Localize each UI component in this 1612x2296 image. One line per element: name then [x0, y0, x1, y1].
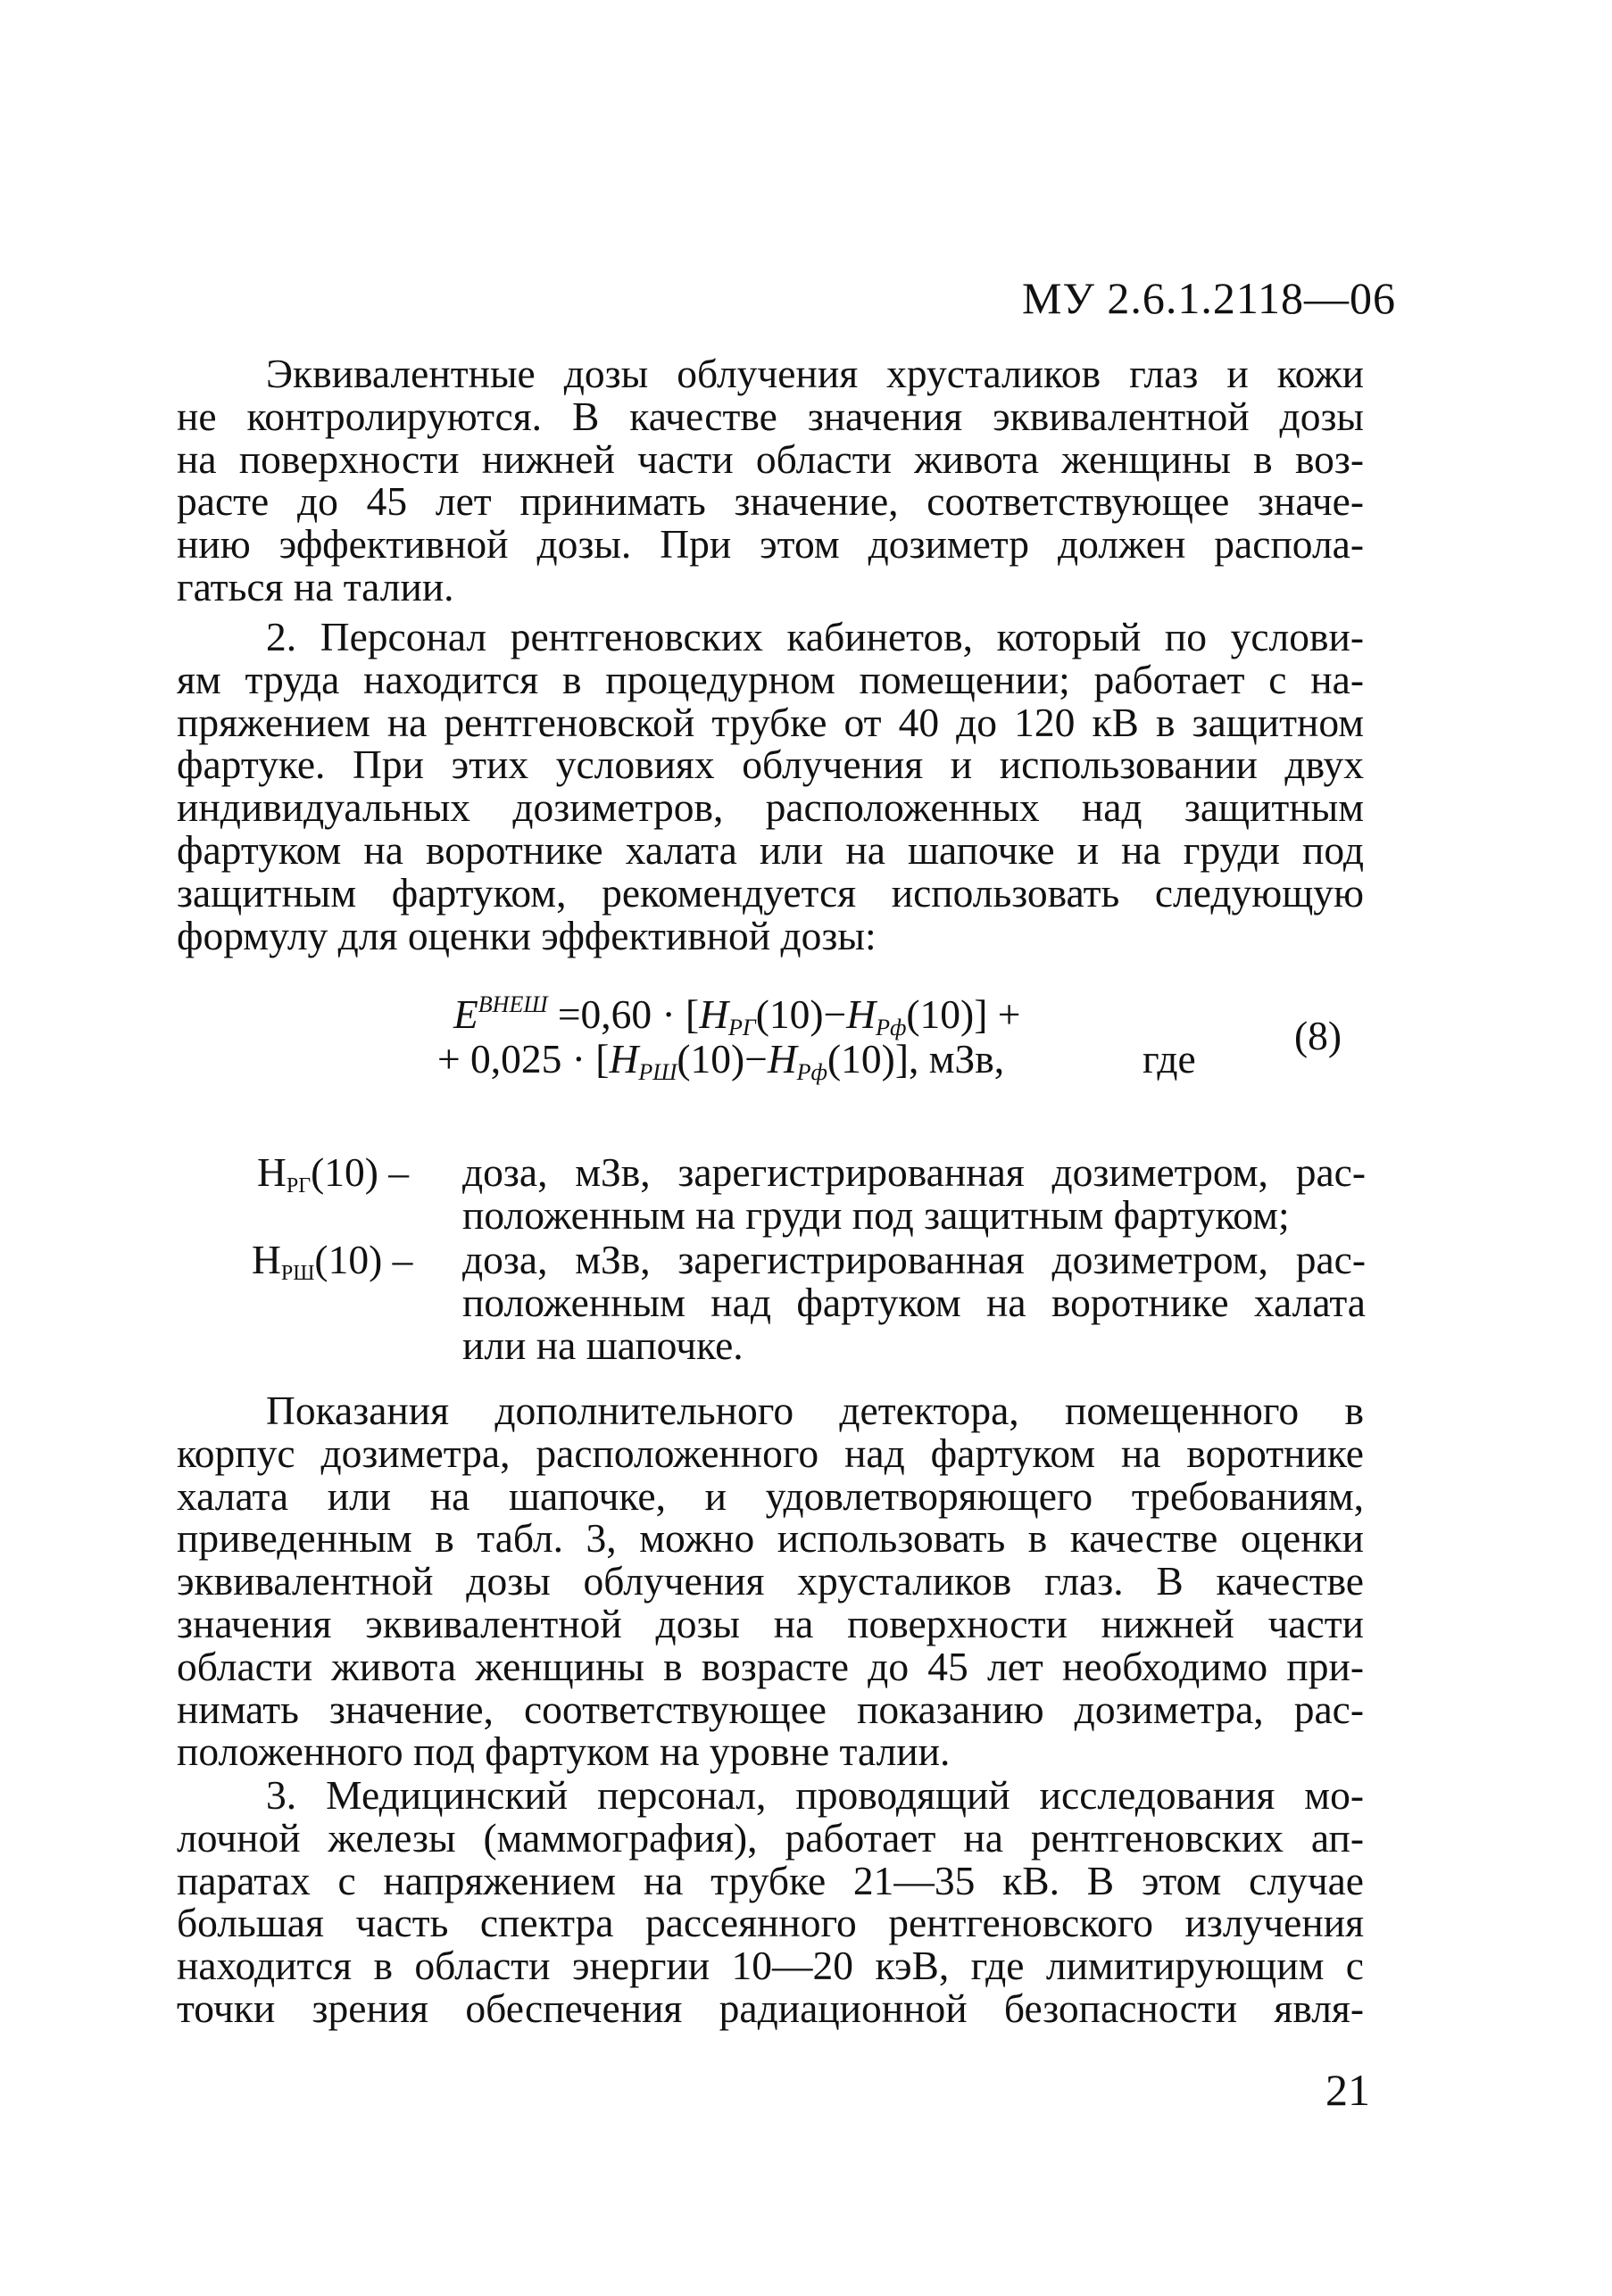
text-line: пряжением на рентгеновской трубке от 40 до 120 кВ в защитном	[177, 699, 1364, 745]
definition-symbol: $H_{РГ}(10)$ –	[257, 1149, 410, 1198]
document-code-header: МУ 2.6.1.2118—06	[1022, 273, 1397, 323]
text-line: Показания дополнительного детектора, помещенного в	[266, 1388, 1364, 1433]
text-line: находится в области энергии 10—20 кэВ, где лимитирующим с	[177, 1943, 1364, 1989]
formula-number: (8)	[1294, 1013, 1342, 1058]
text-line: расте до 45 лет принимать значение, соответствующее значе-	[177, 478, 1364, 525]
text-line: области живота женщины в возрасте до 45 лет необходимо при-	[177, 1643, 1364, 1689]
text-line: ям труда находится в процедурном помещении; работает с на-	[177, 656, 1364, 702]
definition-symbol: $H_{РШ}(10)$ –	[252, 1237, 413, 1285]
text-line: доза, мЗв, зарегистрированная дозиметром, рас-	[462, 1237, 1366, 1282]
text-line: положенным на груди под защитным фартуком;	[462, 1191, 1290, 1238]
text-line: индивидуальных дозиметров, расположенных над защитным	[177, 784, 1364, 831]
text-line: халата или на шапочке, и удовлетворяющего требованиям,	[177, 1472, 1364, 1519]
definition-description	[462, 1239, 1366, 1366]
text-line: гаться на талии.	[177, 563, 454, 609]
text-line: или на шапочке.	[462, 1322, 744, 1368]
text-line: 3. Медицинский персонал, проводящий исследования мо-	[266, 1772, 1364, 1818]
text-line: паратах с напряжением на трубке 21—35 кВ. В этом случае	[177, 1857, 1364, 1903]
formula-where-label: где	[1143, 1036, 1196, 1082]
text-line: формулу для оценки эффективной дозы:	[177, 912, 877, 958]
effective-dose-formula	[437, 991, 1383, 1098]
paragraph-additional-detector	[177, 1389, 1364, 1773]
text-line: нию эффективной дозы. При этом дозиметр должен распола-	[177, 521, 1364, 568]
text-line: большая часть спектра рассеянного рентгеновского излучения	[177, 1900, 1364, 1946]
text-line: корпус дозиметра, расположенного над фартуком на воротнике	[177, 1430, 1364, 1476]
paragraph-eye-skin-doses	[177, 352, 1364, 609]
paragraph-xray-staff	[177, 616, 1364, 957]
text-line: приведенным в табл. 3, можно использовать в качестве оценки	[177, 1515, 1364, 1562]
definition-description	[462, 1151, 1366, 1237]
text-line: фартуком на воротнике халата или на шапочке и на груди под	[177, 826, 1364, 873]
page-number: 21	[1325, 2065, 1370, 2115]
formula-line-2: + $0,025 \cdot [H_{РШ}(10)-H_{Рф}(10)]$, мЗв,	[437, 1036, 1005, 1085]
text-line: фартуке. При этих условиях облучения и использовании двух	[177, 742, 1364, 788]
text-line: положенного под фартуком на уровне талии.	[177, 1728, 951, 1775]
text-line: на поверхности нижней части области живота женщины в воз-	[177, 435, 1364, 482]
text-line: точки зрения обеспечения радиационной безопасности явля-	[177, 1985, 1364, 2031]
text-line: нимать значение, соответствующее показанию дозиметра, рас-	[177, 1686, 1364, 1732]
text-line: Эквивалентные дозы облучения хрусталиков глаз и кожи	[266, 351, 1364, 396]
text-line: положенным над фартуком на воротнике халата	[462, 1279, 1366, 1325]
text-line: не контролируются. В качестве значения эквивалентной дозы	[177, 393, 1364, 439]
formula-line-1: $E^{ВНЕШ} =0,60 \cdot [H_{РГ}(10)-H_{Рф}(10)]$ +	[453, 991, 1021, 1040]
text-line: защитным фартуком, рекомендуется использовать следующую	[177, 869, 1364, 916]
paragraph-mammography-staff	[177, 1774, 1364, 2030]
text-line: значения эквивалентной дозы на поверхности нижней части	[177, 1600, 1364, 1646]
text-line: эквивалентной дозы облучения хрусталиков глаз. В качестве	[177, 1558, 1364, 1604]
text-line: 2. Персонал рентгеновских кабинетов, который по услови-	[266, 614, 1364, 659]
text-line: лочной железы (маммография), работает на рентгеновских ап-	[177, 1814, 1364, 1861]
text-line: доза, мЗв, зарегистрированная дозиметром, рас-	[462, 1149, 1366, 1195]
